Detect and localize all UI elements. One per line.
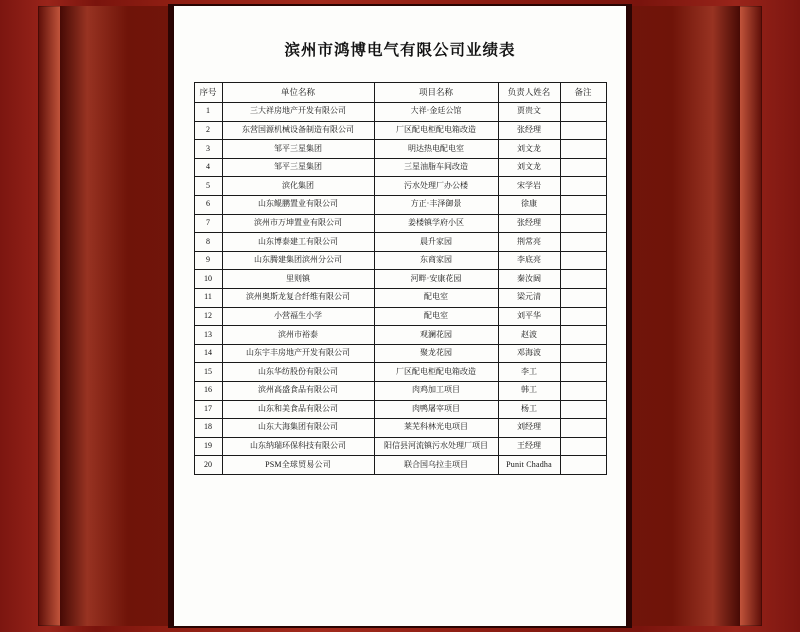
table-cell: 配电室 xyxy=(374,307,498,326)
table-cell xyxy=(560,251,606,270)
table-cell: 张经理 xyxy=(498,214,560,233)
table-cell: 9 xyxy=(194,251,222,270)
table-cell xyxy=(560,437,606,456)
table-cell: 3 xyxy=(194,140,222,159)
table-cell: 观澜花园 xyxy=(374,326,498,345)
table-cell: 山东华纺股份有限公司 xyxy=(222,363,374,382)
table-row xyxy=(194,121,606,140)
table-cell: 滨化集团 xyxy=(222,177,374,196)
table-cell xyxy=(560,419,606,438)
table-cell xyxy=(560,381,606,400)
table-cell: 肉鸭屠宰项目 xyxy=(374,400,498,419)
table-cell: 李底亮 xyxy=(498,251,560,270)
table-cell: 配电室 xyxy=(374,288,498,307)
table-cell: 17 xyxy=(194,400,222,419)
table-cell: 东商家园 xyxy=(374,251,498,270)
table-cell: 方正·丰泽御景 xyxy=(374,195,498,214)
table-cell: 16 xyxy=(194,381,222,400)
table-cell: 荆常亮 xyxy=(498,233,560,252)
table-cell: 小营福生小学 xyxy=(222,307,374,326)
table-column-header: 备注 xyxy=(560,83,606,103)
table-cell: 邹平三星集团 xyxy=(222,158,374,177)
table-cell: Punit Chadha xyxy=(498,456,560,475)
table-cell: 邹平三星集团 xyxy=(222,140,374,159)
table-cell: 邓海波 xyxy=(498,344,560,363)
table-cell xyxy=(560,214,606,233)
table-cell: 肉鸡加工项目 xyxy=(374,381,498,400)
table-cell: 秦汝阔 xyxy=(498,270,560,289)
table-cell: 韩工 xyxy=(498,381,560,400)
table-cell xyxy=(560,400,606,419)
table-cell: 山东宇丰房地产开发有限公司 xyxy=(222,344,374,363)
table-cell: 李工 xyxy=(498,363,560,382)
table-cell: 徐康 xyxy=(498,195,560,214)
table-cell xyxy=(560,158,606,177)
table-column-header: 序号 xyxy=(194,83,222,103)
table-cell: 滨州市裕泰 xyxy=(222,326,374,345)
table-cell: 姜楼镇学府小区 xyxy=(374,214,498,233)
table-row xyxy=(194,288,606,307)
table-row xyxy=(194,140,606,159)
table-row xyxy=(194,419,606,438)
table-cell: 阳信县河流镇污水处理厂项目 xyxy=(374,437,498,456)
performance-table xyxy=(194,82,607,475)
table-cell: 18 xyxy=(194,419,222,438)
table-cell: 张经理 xyxy=(498,121,560,140)
table-cell xyxy=(560,307,606,326)
table-cell: 厂区配电柜配电箱改造 xyxy=(374,121,498,140)
table-cell: 10 xyxy=(194,270,222,289)
table-cell: 7 xyxy=(194,214,222,233)
table-cell: 滨州市万坤置业有限公司 xyxy=(222,214,374,233)
table-cell: 刘经理 xyxy=(498,419,560,438)
table-cell: 贾贵文 xyxy=(498,103,560,122)
table-cell: 莱芜科林光电项目 xyxy=(374,419,498,438)
table-cell: 山东和美食品有限公司 xyxy=(222,400,374,419)
table-cell: 11 xyxy=(194,288,222,307)
table-cell xyxy=(560,363,606,382)
table-cell xyxy=(560,103,606,122)
table-cell: 山东鲲鹏置业有限公司 xyxy=(222,195,374,214)
table-cell: 河畔·安康花园 xyxy=(374,270,498,289)
table-cell: 宋学岩 xyxy=(498,177,560,196)
table-cell: 14 xyxy=(194,344,222,363)
table-cell: 20 xyxy=(194,456,222,475)
table-cell: 刘文龙 xyxy=(498,140,560,159)
table-cell: 1 xyxy=(194,103,222,122)
table-cell xyxy=(560,121,606,140)
table-cell xyxy=(560,456,606,475)
table-row xyxy=(194,251,606,270)
table-cell xyxy=(560,177,606,196)
performance-table-wrapper xyxy=(184,82,616,475)
table-row xyxy=(194,214,606,233)
table-row xyxy=(194,177,606,196)
table-cell: 2 xyxy=(194,121,222,140)
table-row xyxy=(194,456,606,475)
table-row xyxy=(194,233,606,252)
table-cell: 赵波 xyxy=(498,326,560,345)
table-cell: 刘文龙 xyxy=(498,158,560,177)
table-cell: 大祥·金廷公馆 xyxy=(374,103,498,122)
table-cell: 联合国乌拉圭项目 xyxy=(374,456,498,475)
table-cell: 刘平华 xyxy=(498,307,560,326)
table-cell: 东营国源机械设备制造有限公司 xyxy=(222,121,374,140)
table-cell: PSM全球贸易公司 xyxy=(222,456,374,475)
table-row xyxy=(194,326,606,345)
table-cell: 5 xyxy=(194,177,222,196)
table-cell: 山东纳瑞环保科技有限公司 xyxy=(222,437,374,456)
certificate-paper xyxy=(174,6,626,626)
table-cell xyxy=(560,288,606,307)
table-cell: 山东大海集团有限公司 xyxy=(222,419,374,438)
table-row xyxy=(194,381,606,400)
table-cell: 明达热电配电室 xyxy=(374,140,498,159)
table-cell: 王经理 xyxy=(498,437,560,456)
table-cell xyxy=(560,326,606,345)
table-cell: 三星油脂车间改造 xyxy=(374,158,498,177)
table-cell xyxy=(560,140,606,159)
table-cell: 厂区配电柜配电箱改造 xyxy=(374,363,498,382)
table-cell: 晨升家园 xyxy=(374,233,498,252)
table-cell: 山东博泰建工有限公司 xyxy=(222,233,374,252)
table-cell: 三大祥房地产开发有限公司 xyxy=(222,103,374,122)
table-row xyxy=(194,270,606,289)
table-cell: 山东腾建集团滨州分公司 xyxy=(222,251,374,270)
table-row xyxy=(194,400,606,419)
table-cell: 滨州奥斯龙复合纤维有限公司 xyxy=(222,288,374,307)
table-cell: 聚龙花园 xyxy=(374,344,498,363)
table-column-header: 负责人姓名 xyxy=(498,83,560,103)
table-cell xyxy=(560,270,606,289)
table-cell: 13 xyxy=(194,326,222,345)
table-row xyxy=(194,307,606,326)
table-row xyxy=(194,437,606,456)
table-row xyxy=(194,363,606,382)
page-title: 滨州市鸿博电气有限公司业绩表 xyxy=(284,42,516,59)
table-cell xyxy=(560,195,606,214)
table-column-header: 项目名称 xyxy=(374,83,498,103)
table-cell: 杨工 xyxy=(498,400,560,419)
table-header-row xyxy=(194,83,606,103)
table-cell xyxy=(560,344,606,363)
table-row xyxy=(194,344,606,363)
table-cell: 里则镇 xyxy=(222,270,374,289)
table-cell: 12 xyxy=(194,307,222,326)
table-cell: 梁元清 xyxy=(498,288,560,307)
table-cell: 19 xyxy=(194,437,222,456)
table-cell: 污水处理厂办公楼 xyxy=(374,177,498,196)
table-cell: 15 xyxy=(194,363,222,382)
table-cell xyxy=(560,233,606,252)
table-cell: 4 xyxy=(194,158,222,177)
table-body xyxy=(194,103,606,475)
table-cell: 8 xyxy=(194,233,222,252)
table-row xyxy=(194,158,606,177)
table-cell: 6 xyxy=(194,195,222,214)
table-cell: 滨州高盛食品有限公司 xyxy=(222,381,374,400)
table-column-header: 单位名称 xyxy=(222,83,374,103)
table-row xyxy=(194,103,606,122)
table-row xyxy=(194,195,606,214)
